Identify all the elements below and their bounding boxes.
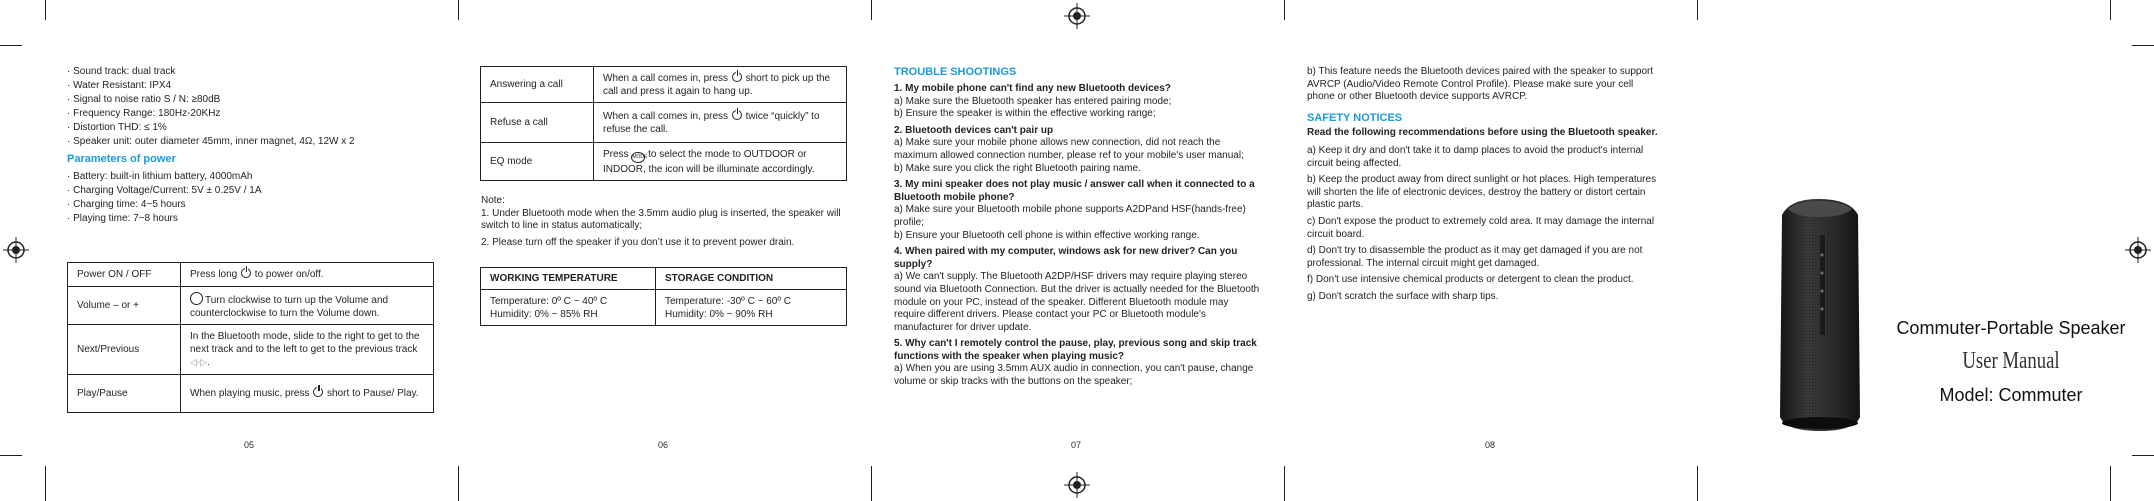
spec-item: · Charging time: 4~5 hours [67,198,437,212]
safety-item: c) Don't expose the product to extremely cold area. It may damage the internal circuit board. [1307,215,1655,240]
control-description: Turn clockwise to turn up the Volume and counterclockwise to turn the Volume down. [181,287,434,325]
note-item: 2. Please turn off the speaker if you don’t use it to prevent power drain. [481,236,795,248]
function-name: Answering a call [481,67,594,103]
page-number: 06 [658,440,669,450]
safety-lead: Read the following recommendations before using the Bluetooth speaker. [1307,127,1658,139]
controls-table [67,262,434,413]
table-row [68,375,434,413]
spec-item: · Charging Voltage/Current: 5V ± 0.25V / 1A [67,184,437,198]
avrcp-note: b) This feature needs the Bluetooth devices paired with the speaker to support AVRCP (Audio/Video Remote Control Profile). Please make sure your cell phone or other Bluetooth device supports AVRCP. [1307,66,1654,103]
note-item: 1. Under Bluetooth mode when the 3.5mm audio plug is inserted, the speaker will switch to line in status automatically; [481,207,841,232]
table-row [481,103,847,143]
crop-mark [2110,0,2111,20]
crop-mark [45,0,46,20]
power-heading: Parameters of power [67,153,176,165]
crop-mark [2110,466,2111,501]
slide-left-right-icon: ◁◦▷ [190,357,208,367]
cover-title-block [1875,318,2147,406]
answer: a) Make sure your mobile phone allows new connection, did not reach the maximum allowed connection number, please ref to your mobile's user manual; [894,137,1244,161]
manual-subtitle: User Manual [1962,348,2060,374]
spec-item: · Signal to noise ratio S / N: ≥80dB [67,93,437,107]
question: 5. Why can't I remotely control the pause, play, previous song and skip track functions with the speaker when playing music? [894,338,1257,362]
answer: a) Make sure the Bluetooth speaker has entered pairing mode; [894,95,1172,107]
answer: a) We can't supply. The Bluetooth A2DP/HSF drivers may require playing stereo sound via Bluetooth Connection. But the driver is actually needed for the Bluetooth module on your PC, instead of the speaker. Different Bluetooth module may require different drivers. Please contact your PC or Bluetooth module's manufacturer for driver update. [894,271,1260,333]
working-condition: Temperature: 0º C ~ 40º C Humidity: 0% ~ 85% RH [481,290,656,326]
function-name: EQ mode [481,143,594,181]
crop-mark [2132,455,2154,456]
notes [481,195,846,249]
safety-item: a) Keep it dry and don't take it to damp places to avoid the product's internal circuit being affected. [1307,144,1644,169]
crop-mark [871,0,872,20]
spec-item: · Battery: built-in lithium battery, 4000mAh [67,170,437,184]
crop-mark [45,466,46,501]
page-number: 05 [244,440,255,450]
crop-mark [1697,0,1698,20]
safety-item: d) Don't try to disassemble the product as it may get damaged if you are not professional. The internal circuit might get damaged. [1307,245,1643,269]
crop-mark [1284,0,1285,20]
safety-column [1307,66,1662,304]
crop-mark [458,0,459,20]
control-name: Power ON / OFF [68,263,181,287]
safety-item: f) Don't use intensive chemical products or detergent to clean the product. [1307,274,1634,286]
crop-mark [1697,466,1698,501]
spec-item: · Frequency Range: 180Hz-20KHz [67,107,437,121]
calls-table [480,66,847,181]
crop-mark [871,466,872,501]
control-name: Next/Previous [68,325,181,375]
crop-mark [0,455,22,456]
spec-item: · Speaker unit: outer diameter 45mm, inner magnet, 4Ω, 12W x 2 [67,135,437,149]
volume-knob-icon [190,292,203,305]
control-name: Volume – or + [68,287,181,325]
spec-item: · Sound track: dual track [67,65,437,79]
registration-mark-icon [1064,472,1090,498]
crop-mark [458,466,459,501]
question: 4. When paired with my computer, windows ask for new driver? Can you supply? [894,246,1238,270]
page-number: 07 [1071,440,1082,450]
table-row [481,290,847,326]
power-icon [732,72,742,82]
product-title: Commuter-Portable Speaker [1896,318,2126,338]
page-number: 08 [1485,440,1496,450]
registration-mark-icon [1064,3,1090,29]
crop-mark [1284,466,1285,501]
control-name: Play/Pause [68,375,181,413]
power-icon [313,387,323,397]
safety-item: b) Keep the product away from direct sunlight or hot places. High temperatures will shorten the life of electronic devices, destroy the battery or distort certain plastic parts. [1307,174,1657,211]
spec-item: · Playing time: 7~8 hours [67,212,437,226]
note-title: Note: [481,195,505,206]
table-row [68,263,434,287]
power-icon [241,268,251,278]
spec-item: · Water Resistant: IPX4 [67,79,437,93]
question: 2. Bluetooth devices can't pair up [894,124,1054,136]
table-row [68,325,434,375]
table-row [481,143,847,181]
conditions-table [480,267,847,326]
mode-button-icon: MODE [631,152,645,163]
column-header: WORKING TEMPERATURE [481,268,656,290]
troubleshooting-heading: TROUBLE SHOOTINGS [894,66,1017,78]
function-description: Press MODE to select the mode to OUTDOOR or INDOOR, the icon will be illuminate accordingly. [594,143,847,181]
power-icon [732,110,742,120]
power-spec-list [67,170,437,226]
control-description: When playing music, press short to Pause/ Play. [181,375,434,413]
table-header-row [481,268,847,290]
question: 3. My mini speaker does not play music / answer call when it connected to a Bluetooth mobile phone? [894,179,1255,203]
registration-mark-icon [3,237,29,263]
answer: b) Ensure the speaker is within the effective working range; [894,108,1156,120]
speaker-product-image [1760,195,1880,435]
function-description: When a call comes in, press short to pick up the call and press it again to hang up. [594,67,847,103]
answer: b) Ensure your Bluetooth cell phone is within effective working range. [894,229,1200,241]
table-row [481,67,847,103]
safety-item: g) Don't scratch the surface with sharp tips. [1307,290,1499,302]
function-description: When a call comes in, press twice “quickly” to refuse the call. [594,103,847,143]
registration-mark-icon [2125,237,2151,263]
answer: b) Make sure you click the right Bluetooth pairing name. [894,162,1141,174]
control-description: In the Bluetooth mode, slide to the right to get to the next track and to the left to get to the previous track ◁◦▷. [181,325,434,375]
control-description: Press long to power on/off. [181,263,434,287]
storage-condition: Temperature: -30º C ~ 60º C Humidity: 0% ~ 90% RH [656,290,847,326]
question: 1. My mobile phone can't find any new Bluetooth devices? [894,83,1171,94]
answer: a) Make sure your Bluetooth mobile phone supports A2DPand HSF(hands-free) profile; [894,204,1246,228]
column-header: STORAGE CONDITION [656,268,847,290]
spec-item: · Distortion THD: ≤ 1% [67,121,437,135]
answer: a) When you are using 3.5mm AUX audio in connection, you can't pause, change volume or skip tracks with the buttons on the speaker; [894,363,1254,388]
spec-list [67,65,437,149]
function-name: Refuse a call [481,103,594,143]
model-name: Model: Commuter [1939,385,2083,405]
crop-mark [2132,45,2154,46]
safety-heading: SAFETY NOTICES [1307,111,1403,124]
troubleshooting-list [894,83,1260,389]
table-row [68,287,434,325]
crop-mark [0,45,22,46]
